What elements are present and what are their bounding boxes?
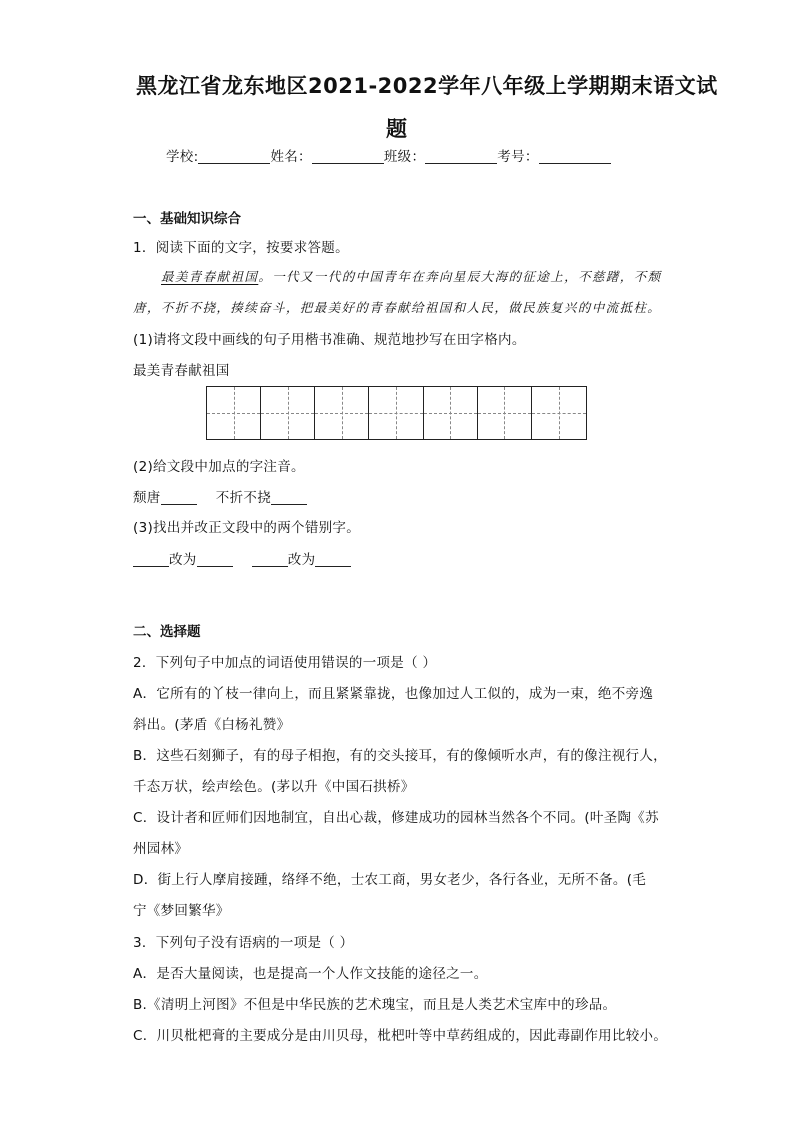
word-tuitang: 颓唐 <box>133 490 161 506</box>
grid-cell[interactable] <box>532 387 586 439</box>
change-to-label-2: 改为 <box>287 552 316 568</box>
correct-char-blank-2[interactable] <box>315 552 351 567</box>
q2-option-d-line1[interactable]: D．街上行人摩肩接踵，络绎不绝，士农工商，男女老少，各行各业，无所不备。(毛 <box>133 872 647 888</box>
class-blank[interactable] <box>425 149 497 164</box>
number-label: 考号： <box>497 149 539 165</box>
school-blank[interactable] <box>198 149 270 164</box>
q3-option-a[interactable]: A．是否大量阅读，也是提高一个人作文技能的途径之一。 <box>133 966 488 982</box>
q3-prompt: 3．下列句子没有语病的一项是（ ） <box>133 935 354 951</box>
q1-prompt: 1．阅读下面的文字，按要求答题。 <box>133 240 349 256</box>
q1-sub3: (3)找出并改正文段中的两个错别字。 <box>133 520 361 536</box>
page-title-line2: 题 <box>386 117 408 141</box>
grid-cell[interactable] <box>424 387 478 439</box>
q2-option-a-line2[interactable]: 斜出。(茅盾《白杨礼赞》 <box>133 717 291 733</box>
name-blank[interactable] <box>312 149 384 164</box>
q2-prompt: 2．下列句子中加点的词语使用错误的一项是（ ） <box>133 655 437 671</box>
change-to-label-1: 改为 <box>169 552 197 568</box>
q2-option-a-line1[interactable]: A．它所有的丫枝一律向上，而且紧紧靠拢，也像加过人工似的，成为一束，绝不旁逸 <box>133 686 654 702</box>
wrong-char-blank-2[interactable] <box>252 552 288 567</box>
q1-sub2: (2)给文段中加点的字注音。 <box>133 459 305 475</box>
section2-heading: 二、选择题 <box>133 624 201 640</box>
name-label: 姓名： <box>270 149 312 165</box>
grid-cell[interactable] <box>207 387 261 439</box>
q2-option-c-line2[interactable]: 州园林》 <box>133 841 189 857</box>
grid-cell[interactable] <box>478 387 532 439</box>
q2-option-c-line1[interactable]: C．设计者和匠师们因地制宜，自出心裁，修建成功的园林当然各个不同。(叶圣陶《苏 <box>133 810 659 826</box>
q2-option-b-line2[interactable]: 千态万状，绘声绘色。(茅以升《中国石拱桥》 <box>133 779 415 795</box>
q3-option-c[interactable]: C．川贝枇杷膏的主要成分是由川贝母，枇杷叶等中草药组成的，因此毒副作用比较小。 <box>133 1028 668 1044</box>
correct-char-blank-1[interactable] <box>197 552 233 567</box>
number-blank[interactable] <box>539 149 611 164</box>
pinyin-blank-1[interactable] <box>161 490 197 505</box>
grid-cell[interactable] <box>261 387 315 439</box>
q1-sub1: (1)请将文段中画线的句子用楷书准确、规范地抄写在田字格内。 <box>133 332 526 348</box>
wrong-char-blank-1[interactable] <box>133 552 169 567</box>
section1-heading: 一、基础知识综合 <box>133 211 241 227</box>
q1-sub3-answers <box>133 548 351 568</box>
q1-sub1-text: 最美青春献祖国 <box>133 363 230 379</box>
tianzige-grid[interactable] <box>206 386 587 440</box>
student-info-row <box>166 145 611 165</box>
pinyin-blank-2[interactable] <box>271 490 307 505</box>
q1-sub2-answers <box>133 486 307 506</box>
grid-cell[interactable] <box>369 387 423 439</box>
q2-option-d-line2[interactable]: 宁《梦回繁华》 <box>133 903 230 919</box>
q1-passage-line1 <box>161 267 661 285</box>
q3-option-b[interactable]: B.《清明上河图》不但是中华民族的艺术瑰宝，而且是人类艺术宝库中的珍品。 <box>133 997 617 1013</box>
passage-rest-line1: 。一代又一代的中国青年在奔向星辰大海的征途上，不慈躇，不颓 <box>258 269 662 284</box>
grid-cell[interactable] <box>315 387 369 439</box>
q2-option-b-line1[interactable]: B．这些石刻狮子，有的母子相抱，有的交头接耳，有的像倾听水声，有的像注视行人， <box>133 748 667 764</box>
school-label: 学校: <box>166 149 199 165</box>
q1-passage-line2: 唐，不折不挠，揍续奋斗，把最美好的青春献给祖国和人民，做民族复兴的中流抵柱。 <box>133 300 662 315</box>
passage-underlined-sentence: 最美青春献祖国 <box>161 269 259 284</box>
word-buzhebunao: 不折不挠 <box>215 490 271 506</box>
class-label: 班级： <box>383 149 426 165</box>
page-title-line1: 黑龙江省龙东地区2021-2022学年八年级上学期期末语文试 <box>136 74 718 98</box>
